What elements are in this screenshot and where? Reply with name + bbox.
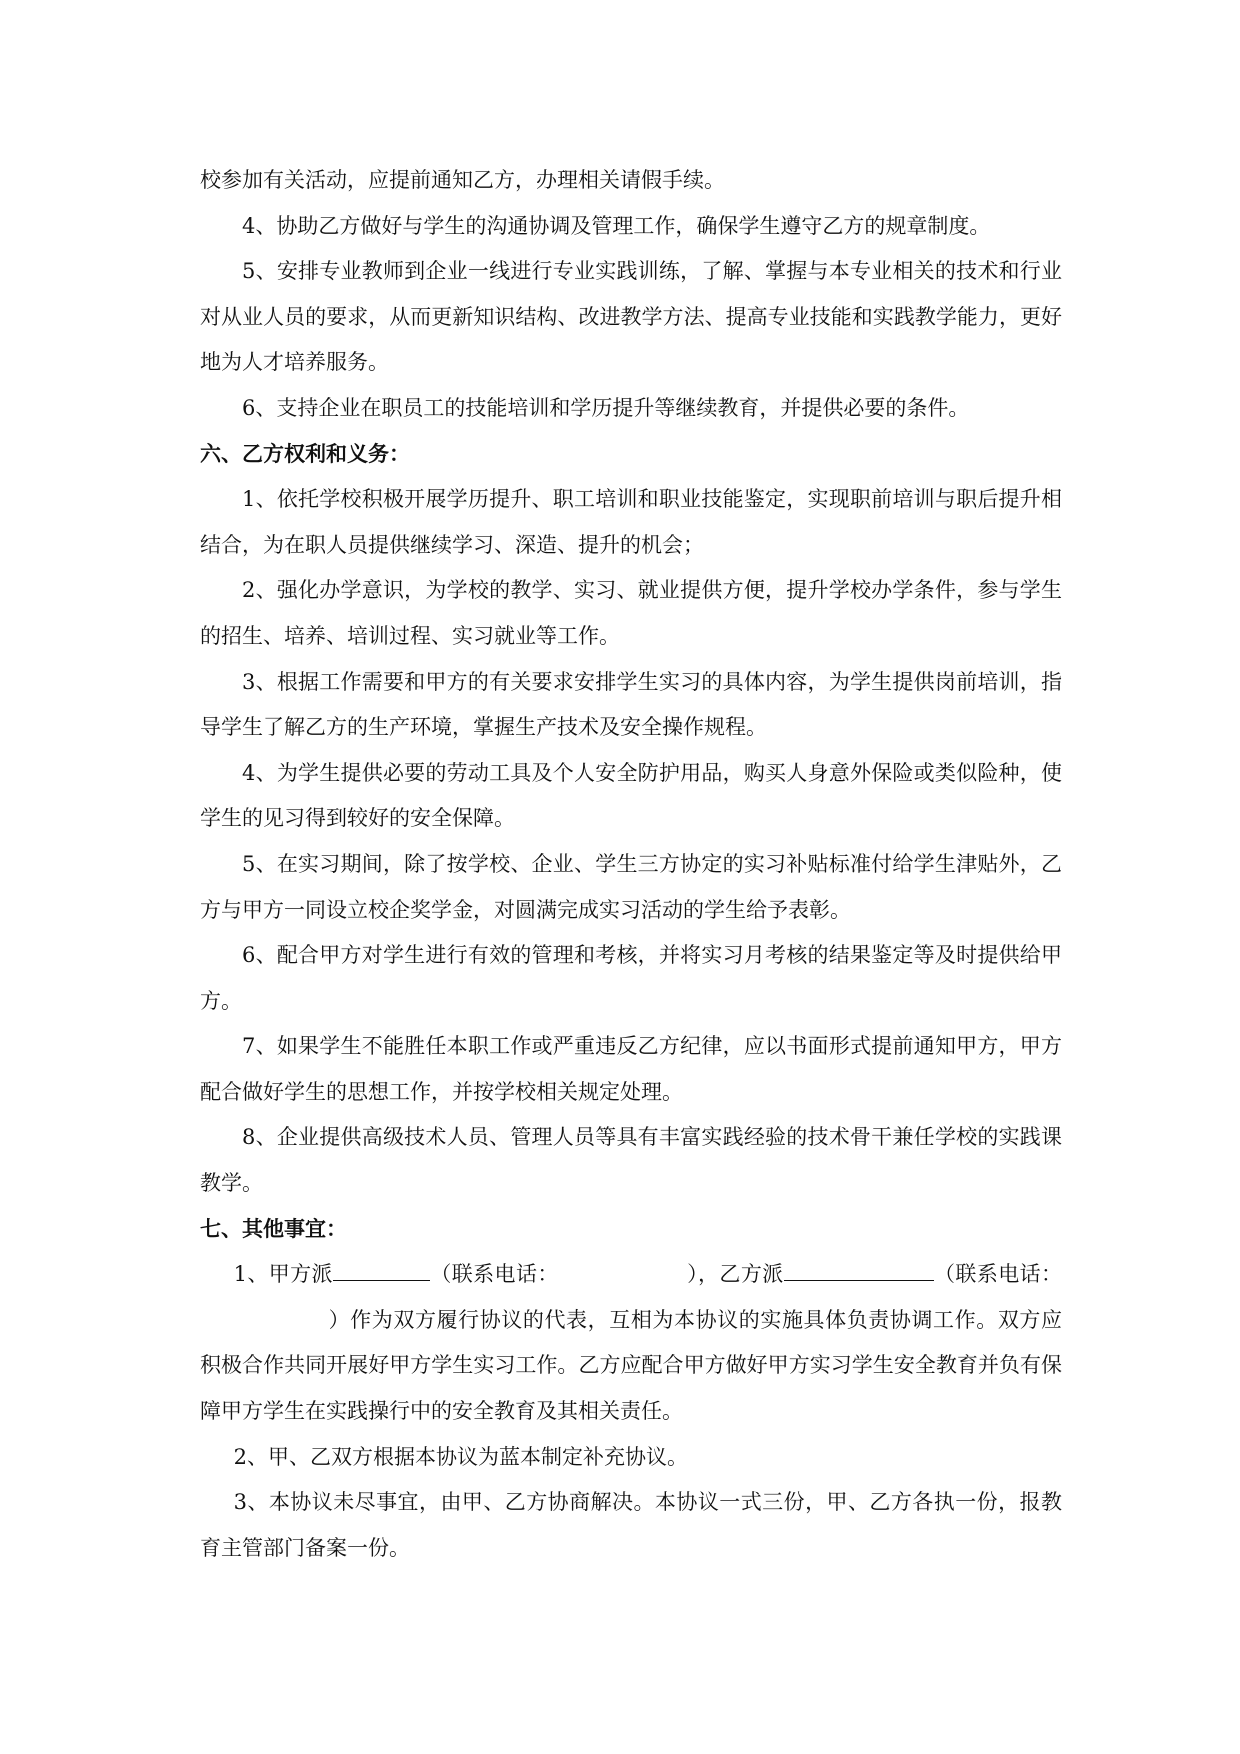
section7-heading: 七、其他事宜： — [200, 1216, 347, 1241]
party-b-representative-blank — [784, 1258, 934, 1281]
section5-item5: 5、安排专业教师到企业一线进行专业实践训练，了解、掌握与本专业相关的技术和行业对从业人员的要求，从而更新知识结构、改进教学方法、提高专业技能和实践教学能力，更好地为人才培养服务。 — [200, 259, 1062, 375]
section7-item3: 3、本协议未尽事宜，由甲、乙方协商解决。本协议一式三份，甲、乙方各执一份，报教育主管部门备案一份。 — [200, 1490, 1062, 1560]
section6-heading: 六、乙方权利和义务： — [200, 441, 410, 466]
party-a-label: 1、甲方派 — [233, 1262, 333, 1287]
section5-item4: 4、协助乙方做好与学生的沟通协调及管理工作，确保学生遵守乙方的规章制度。 — [242, 213, 991, 238]
section6-item7: 7、如果学生不能胜任本职工作或严重违反乙方纪律，应以书面形式提前通知甲方，甲方配合做好学生的思想工作，并按学校相关规定处理。 — [200, 1034, 1062, 1104]
section6-item5: 5、在实习期间，除了按学校、企业、学生三方协定的实习补贴标准付给学生津贴外，乙方与甲方一同设立校企奖学金，对圆满完成实习活动的学生给予表彰。 — [200, 851, 1062, 922]
section5-item3-continuation: 校参加有关活动，应提前通知乙方，办理相关请假手续。 — [200, 168, 725, 192]
section7-item1 — [200, 1252, 1062, 1434]
agreement-body — [200, 158, 1062, 1571]
section6-item2: 2、强化办学意识，为学校的教学、实习、就业提供方便，提升学校办学条件，参与学生的招生、培养、培训过程、实习就业等工作。 — [200, 578, 1062, 648]
section6-item3: 3、根据工作需要和甲方的有关要求安排学生实习的具体内容，为学生提供岗前培训，指导学生了解乙方的生产环境，掌握生产技术及安全操作规程。 — [200, 669, 1062, 740]
section6-item4: 4、为学生提供必要的劳动工具及个人安全防护用品，购买人身意外保险或类似险种，使学生的见习得到较好的安全保障。 — [200, 760, 1062, 831]
section5-item6: 6、支持企业在职员工的技能培训和学历提升等继续教育，并提供必要的条件。 — [242, 395, 970, 420]
section6-item1: 1、依托学校积极开展学历提升、职工培训和职业技能鉴定，实现职前培训与职后提升相结合，为在职人员提供继续学习、深造、提升的机会； — [200, 487, 1062, 557]
party-a-phone-label: （联系电话： — [429, 1262, 559, 1287]
section7-item1-rest: ）作为双方履行协议的代表，互相为本协议的实施具体负责协调工作。双方应积极合作共同开展好甲方学生实习工作。乙方应配合甲方做好甲方实习学生安全教育并负有保障甲方学生在实践操行中的安全教育及其相关责任。 — [200, 1307, 1062, 1424]
section6-item8: 8、企业提供高级技术人员、管理人员等具有丰富实践经验的技术骨干兼任学校的实践课教学。 — [200, 1125, 1062, 1196]
party-b-phone-label: （联系电话： — [933, 1262, 1063, 1287]
section6-item6: 6、配合甲方对学生进行有效的管理和考核，并将实习月考核的结果鉴定等及时提供给甲方。 — [200, 943, 1062, 1013]
section7-item2: 2、甲、乙双方根据本协议为蓝本制定补充协议。 — [233, 1444, 688, 1469]
party-a-representative-blank — [333, 1258, 430, 1281]
party-b-label: ），乙方派 — [686, 1262, 784, 1287]
